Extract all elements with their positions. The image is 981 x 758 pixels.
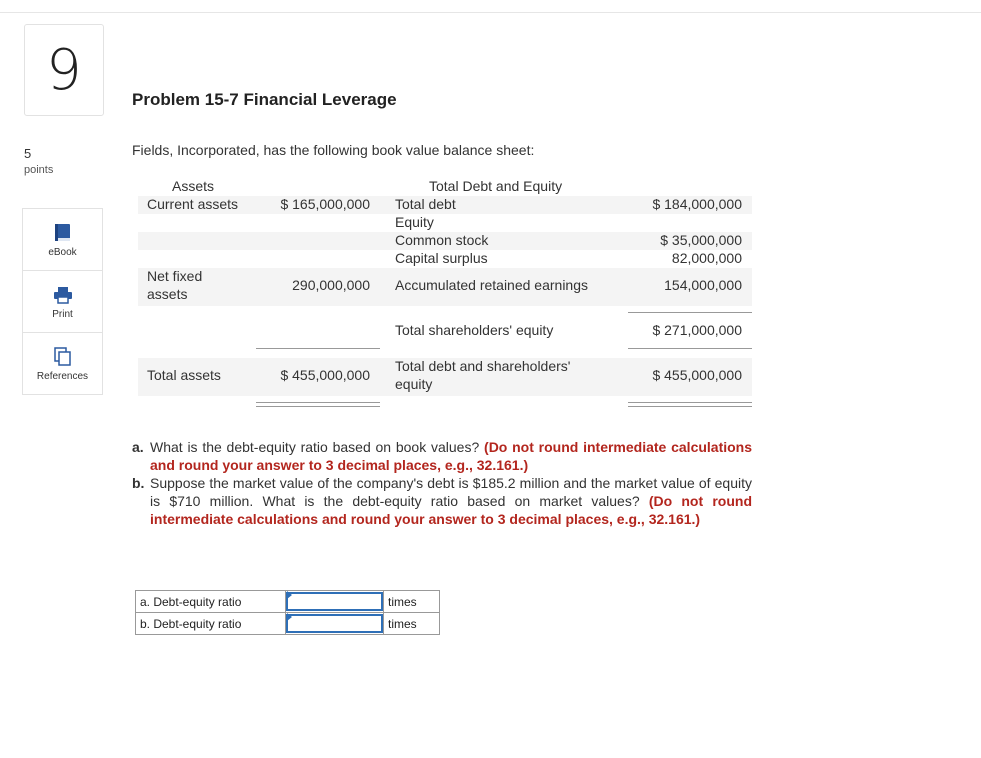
points-value: 5 bbox=[24, 146, 32, 161]
answer-table bbox=[135, 590, 440, 635]
subtotal-rule bbox=[628, 312, 752, 313]
total-debt-label: Total debt bbox=[395, 196, 456, 212]
double-rule bbox=[628, 406, 752, 407]
answer-a-unit: times bbox=[384, 591, 440, 613]
answer-b-input[interactable] bbox=[286, 614, 383, 633]
equity-label: Equity bbox=[395, 214, 434, 230]
ebook-label: eBook bbox=[48, 246, 77, 258]
capital-surplus-label: Capital surplus bbox=[395, 250, 488, 266]
question-a-letter: a. bbox=[132, 439, 144, 455]
question-b-letter: b. bbox=[132, 475, 145, 491]
answer-b-label: b. Debt-equity ratio bbox=[136, 613, 286, 635]
answer-a-label: a. Debt-equity ratio bbox=[136, 591, 286, 613]
total-rule bbox=[256, 348, 380, 349]
question-b bbox=[132, 474, 752, 528]
double-rule bbox=[628, 402, 752, 403]
problem-intro: Fields, Incorporated, has the following book value balance sheet: bbox=[132, 142, 535, 158]
question-a bbox=[132, 438, 752, 474]
total-debt-value: $ 184,000,000 bbox=[652, 196, 742, 212]
total-debt-equity-label-1: Total debt and shareholders' bbox=[395, 358, 571, 374]
double-rule bbox=[256, 406, 380, 407]
total-debt-equity-value: $ 455,000,000 bbox=[652, 367, 742, 383]
question-b-text: Suppose the market value of the company's debt is $185.2 million and the market value of equity is $710 million. What is the debt-equity ratio based on market values? bbox=[150, 475, 752, 509]
total-rule bbox=[628, 348, 752, 349]
debt-equity-header: Total Debt and Equity bbox=[429, 178, 563, 194]
input-flag-icon bbox=[287, 591, 292, 599]
answer-a-input[interactable] bbox=[286, 592, 383, 611]
question-a-hint: (Do not round intermediate calculations and round your answer to 3 decimal places, e.g., 32.161.) bbox=[150, 439, 753, 473]
net-fixed-value: 290,000,000 bbox=[292, 277, 370, 293]
ebook-button[interactable] bbox=[23, 209, 102, 271]
problem-title: Problem 15-7 Financial Leverage bbox=[132, 90, 397, 109]
answer-row-a bbox=[136, 591, 440, 613]
net-fixed-label-2: assets bbox=[147, 286, 188, 302]
print-button[interactable] bbox=[23, 271, 102, 333]
assets-header: Assets bbox=[172, 178, 215, 194]
question-a-text: What is the debt-equity ratio based on book values? bbox=[150, 439, 480, 455]
points-label: points bbox=[24, 164, 54, 176]
common-stock-value: $ 35,000,000 bbox=[660, 232, 742, 248]
question-number: 9 bbox=[24, 24, 104, 116]
answer-row-b bbox=[136, 613, 440, 635]
references-label: References bbox=[36, 370, 89, 382]
current-assets-label: Current assets bbox=[147, 196, 239, 212]
retained-earnings-label: Accumulated retained earnings bbox=[395, 277, 589, 293]
answer-b-unit: times bbox=[384, 613, 440, 635]
book-icon bbox=[54, 222, 72, 244]
questions bbox=[132, 438, 752, 528]
total-shareholders-equity-label: Total shareholders' equity bbox=[395, 322, 554, 338]
total-debt-equity-label-2: equity bbox=[395, 376, 433, 392]
references-icon bbox=[54, 346, 72, 368]
retained-earnings-value: 154,000,000 bbox=[664, 277, 742, 293]
points-indicator bbox=[24, 146, 53, 178]
tools-panel bbox=[22, 208, 103, 395]
double-rule bbox=[256, 402, 380, 403]
current-assets-value: $ 165,000,000 bbox=[280, 196, 370, 212]
net-fixed-label-1: Net fixed bbox=[147, 268, 203, 284]
printer-icon bbox=[53, 284, 73, 306]
capital-surplus-value: 82,000,000 bbox=[671, 250, 742, 266]
total-assets-label: Total assets bbox=[147, 367, 221, 383]
references-button[interactable] bbox=[23, 333, 102, 394]
common-stock-label: Common stock bbox=[395, 232, 489, 248]
total-shareholders-equity-value: $ 271,000,000 bbox=[652, 322, 742, 338]
input-flag-icon bbox=[287, 613, 292, 621]
top-divider bbox=[0, 12, 981, 13]
total-assets-value: $ 455,000,000 bbox=[280, 367, 370, 383]
question-b-hint: (Do not round intermediate calculations and round your answer to 3 decimal places, e.g., 32.161.) bbox=[150, 493, 753, 527]
print-label: Print bbox=[52, 308, 73, 320]
